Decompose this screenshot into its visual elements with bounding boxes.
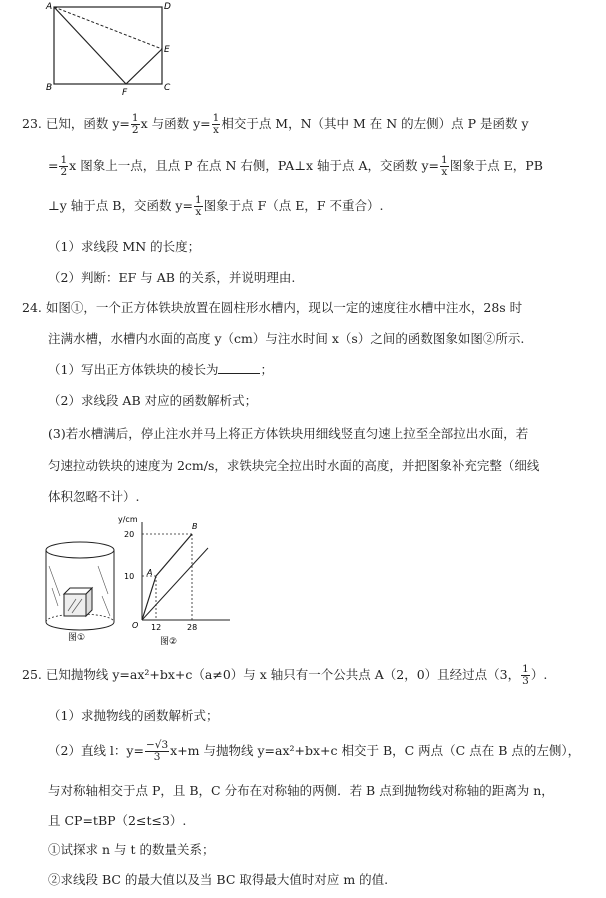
q25-line1: 25. 已知抛物线 y=ax²+bx+c（a≠0）与 x 轴只有一个公共点 A（2，0）且经过点（3， $\frac{1}{3}$ ）. (22, 663, 548, 687)
point-A: A (147, 568, 153, 577)
q24-line2: 注满水槽，水槽内水面的高度 y（cm）与注水时间 x（s）之间的函数图象如图②所示. (48, 331, 525, 346)
caption-figure2: 图② (160, 637, 178, 647)
fraction: $\frac{-√3}{3}$ (145, 739, 169, 763)
q25-part1: （1）求抛物线的函数解析式； (48, 708, 219, 723)
q24-line1: 24. 如图①，一个正方体铁块放置在圆柱形水槽内，现以一定的速度往水槽中注水，28s 时 (22, 300, 523, 315)
label-C: C (164, 83, 171, 93)
tick-x28: 28 (187, 623, 198, 632)
q23-line1: 23. 已知，函数 y= $\frac{1}{2}$ x 与函数 y= $\frac{1}{x}$ 相交于点 M，N（其中 M 在 N 的左侧）点 P 是函数 y (22, 112, 529, 136)
q23-part2: （2）判断：EF 与 AB 的关系，并说明理由. (48, 270, 296, 285)
q25-part2-line2: 与对称轴相交于点 P，且 B，C 分布在对称轴的两侧．若 B 点到抛物线对称轴的距离为 n， (48, 783, 554, 798)
q25-sub2: ②求线段 BC 的最大值以及当 BC 取得最大值时对应 m 的值. (48, 872, 389, 887)
q25-number: 25. (22, 667, 42, 682)
caption-figure1: 图① (68, 633, 86, 643)
fraction: $\frac{1}{x}$ (194, 194, 202, 218)
water-height-graph (108, 512, 238, 648)
tick-y10: 10 (124, 572, 135, 581)
label-D: D (164, 2, 171, 12)
cube (64, 594, 86, 616)
q24-part2: （2）求线段 AB 对应的函数解析式； (48, 393, 258, 408)
q25-sub1: ①试探求 n 与 t 的数量关系； (48, 842, 215, 857)
q24-part3b: 匀速拉动铁块的速度为 2cm/s，求铁块完全拉出时水面的高度，并把图象补充完整（细线 (48, 458, 540, 473)
q23-line3: ⊥y 轴于点 B，交函数 y= $\frac{1}{x}$ 图象于点 F（点 E，F 不重合）. (48, 194, 384, 218)
fraction: $\frac{1}{3}$ (522, 663, 529, 687)
tick-y20: 20 (124, 530, 135, 539)
label-F: F (122, 88, 128, 98)
q24-part1: （1）写出正方体铁块的棱长为 ； (48, 362, 273, 377)
q24-part3c: 体积忽略不计）. (48, 489, 140, 504)
fraction: $\frac{1}{x}$ (212, 112, 220, 136)
answer-blank (218, 363, 260, 374)
q25-part2-line1: （2）直线 l：y= $\frac{-√3}{3}$ x+m 与抛物线 y=ax²+bx+c 相交于 B，C 两点（C 点在 B 点的左侧）， (48, 739, 581, 763)
origin-label: O (132, 621, 139, 630)
q24-number: 24. (22, 300, 42, 315)
fraction: $\frac{1}{2}$ (131, 112, 139, 136)
point-B: B (192, 522, 198, 531)
rectangle-figure (30, 0, 180, 100)
q24-part3a: (3)若水槽满后，停止注水并马上将正方体铁块用细线竖直匀速上拉至全部拉出水面，若 (48, 426, 529, 441)
graph-ylabel: y/cm (118, 515, 138, 524)
label-A: A (46, 2, 53, 12)
q23-part1: （1）求线段 MN 的长度； (48, 239, 201, 254)
label-B: B (46, 83, 53, 93)
fraction: $\frac{1}{x}$ (441, 154, 448, 178)
q23-line2: = $\frac{1}{2}$ x 图象上一点，且点 P 在点 N 右侧，PA⊥x 轴于点 A，交函数 y= $\frac{1}{x}$ 图象于点 E，PB (48, 154, 543, 178)
fraction: $\frac{1}{2}$ (60, 154, 68, 178)
q25-part2-line3: 且 CP=tBP（2≤t≤3）. (48, 813, 187, 828)
q23-number: 23. (22, 116, 42, 131)
tick-x12: 12 (151, 623, 162, 632)
label-E: E (164, 45, 170, 55)
